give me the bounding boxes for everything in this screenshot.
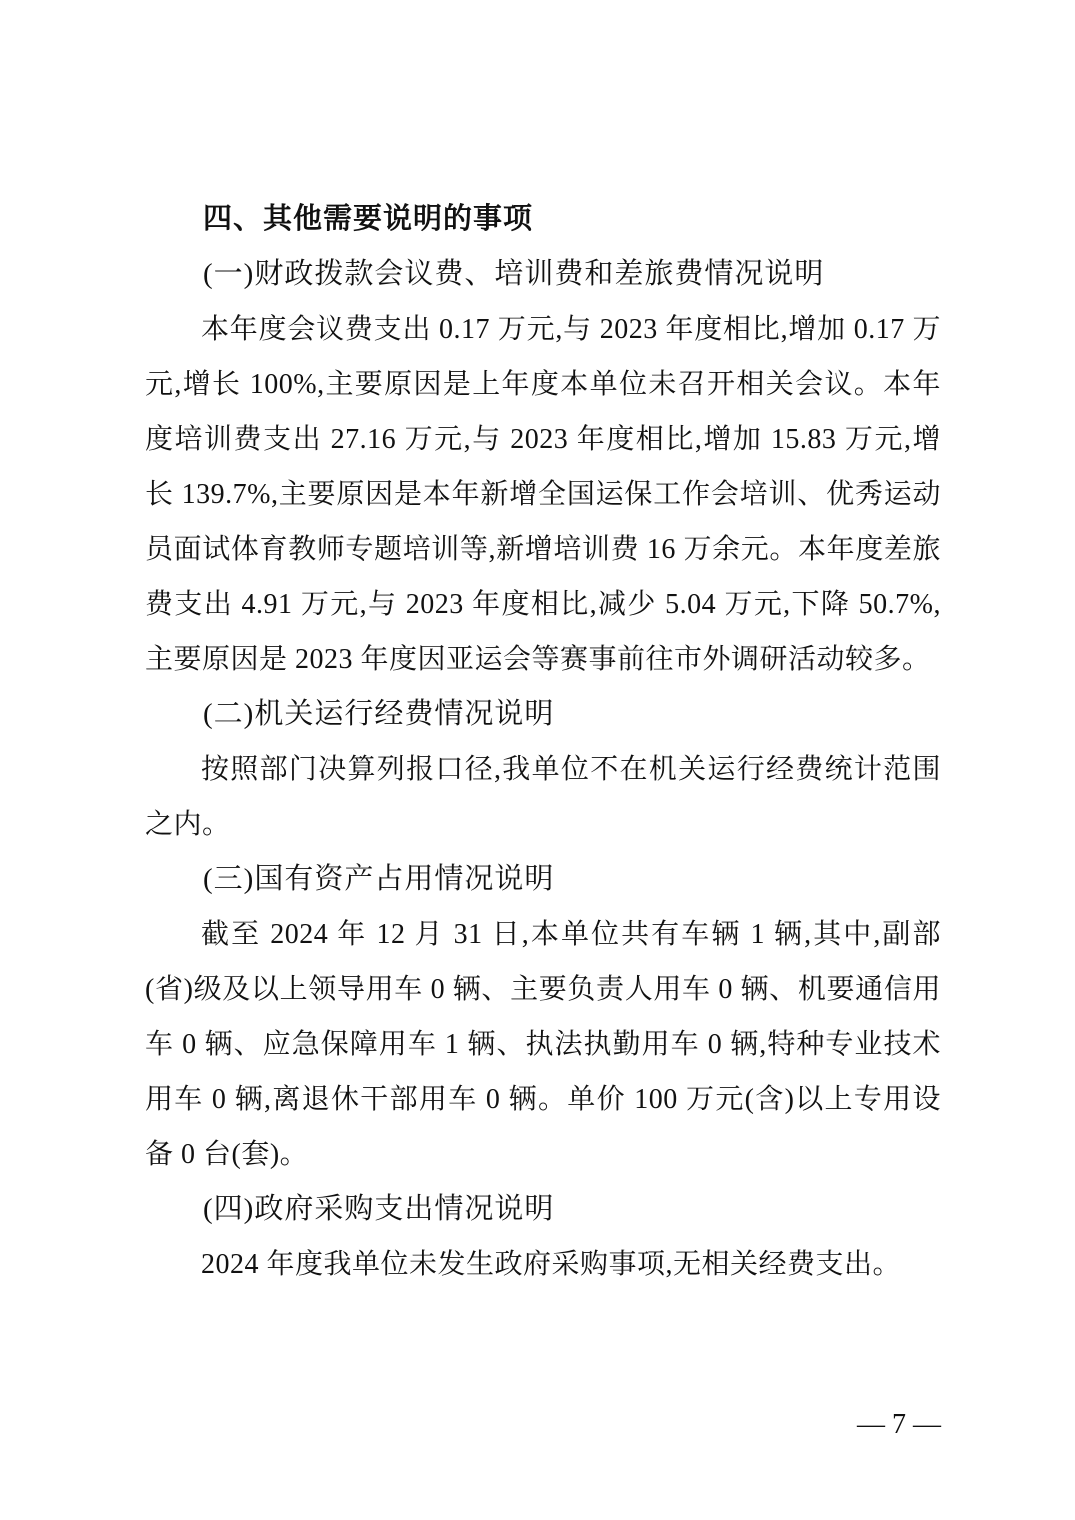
section-heading: 四、其他需要说明的事项 [203, 203, 534, 235]
subsection-title-4: (四)政府采购支出情况说明 [203, 1193, 555, 1225]
subsection-paragraph-2: 按照部门决算列报口径,我单位不在机关运行经费统计范围之内。 [145, 754, 941, 840]
subsection-title-2: (二)机关运行经费情况说明 [203, 698, 555, 730]
page-number: — 7 — [857, 1409, 941, 1440]
subsection-title-3: (三)国有资产占用情况说明 [203, 863, 555, 895]
subsection-title-1: (一)财政拨款会议费、培训费和差旅费情况说明 [203, 258, 825, 290]
subsection-paragraph-1: 本年度会议费支出 0.17 万元,与 2023 年度相比,增加 0.17 万元,增长 100%,主要原因是上年度本单位未召开相关会议。本年度培训费支出 27.16 万元,与 2023 年度相比,增加 15.83 万元,增长 139.7%,主要原因是本年新增全国运保工作会培训、优秀运动员面试体育教师专题培训等,新增培训费 16 万余元。本年度差旅费支出 4.91 万元,与 2023 年度相比,减少 5.04 万元,下降 50.7%,主要原因是 2023 年度因亚运会等赛事前往市外调研活动较多。 [145, 314, 941, 675]
document-body [145, 192, 941, 1292]
subsection-paragraph-4: 2024 年度我单位未发生政府采购事项,无相关经费支出。 [201, 1249, 902, 1280]
subsection-paragraph-3: 截至 2024 年 12 月 31 日,本单位共有车辆 1 辆,其中,副部(省)级及以上领导用车 0 辆、主要负责人用车 0 辆、机要通信用车 0 辆、应急保障用车 1 辆、执法执勤用车 0 辆,特种专业技术用车 0 辆,离退休干部用车 0 辆。单价 100 万元(含)以上专用设备 0 台(套)。 [145, 919, 941, 1170]
